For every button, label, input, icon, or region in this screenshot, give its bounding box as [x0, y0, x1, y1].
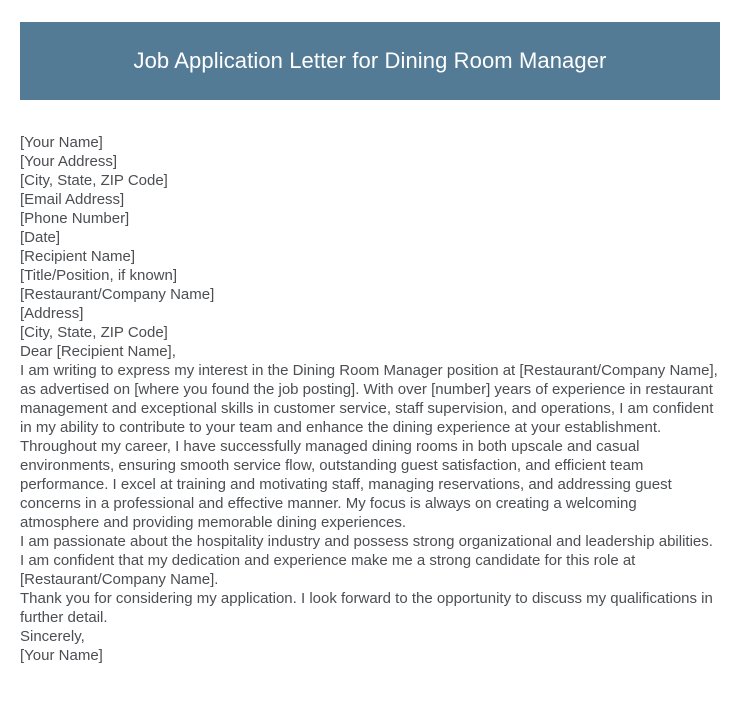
recipient-name: [Recipient Name]: [20, 248, 136, 265]
signature: [Your Name]: [20, 647, 103, 664]
letter-body: [20, 133, 720, 665]
recipient-address: [Address]: [20, 305, 84, 322]
sender-address: [Your Address]: [20, 153, 118, 170]
body-paragraph-2: Throughout my career, I have successfully managed dining rooms in both upscale and casual environments, ensuring smooth service flow, outstanding guest satisfaction, and efficient team performance. I excel at training and motivating staff, managing reservations, and addressing guest concerns in a professional and effective manner. My focus is always on creating a welcoming atmosphere and providing memorable dining experiences.: [20, 438, 672, 531]
page-title: Job Application Letter for Dining Room Manager: [133, 47, 607, 73]
recipient-city-state-zip: [City, State, ZIP Code]: [20, 324, 168, 341]
sender-city-state-zip: [City, State, ZIP Code]: [20, 172, 168, 189]
sender-phone: [Phone Number]: [20, 210, 130, 227]
recipient-title: [Title/Position, if known]: [20, 267, 178, 284]
closing: Sincerely,: [20, 628, 85, 645]
letter-date: [Date]: [20, 229, 61, 246]
body-paragraph-3: I am passionate about the hospitality industry and possess strong organizational and leadership abilities. I am confident that my dedication and experience make me a strong candidate for this role at [Restaurant/Company Name].: [20, 533, 713, 588]
body-paragraph-1: I am writing to express my interest in the Dining Room Manager position at [Restaurant/Company Name], as advertised on [where you found the job posting]. With over [number] years of experience in restaurant management and exceptional skills in customer service, staff supervision, and operations, I am confident in my ability to contribute to your team and enhance the dining experience at your establishment.: [20, 362, 718, 436]
header-banner: [20, 22, 720, 100]
sender-email: [Email Address]: [20, 191, 125, 208]
sender-name: [Your Name]: [20, 134, 103, 151]
body-paragraph-4: Thank you for considering my application. I look forward to the opportunity to discuss my qualifications in further detail.: [20, 590, 713, 626]
recipient-company: [Restaurant/Company Name]: [20, 286, 215, 303]
salutation: Dear [Recipient Name],: [20, 343, 176, 360]
